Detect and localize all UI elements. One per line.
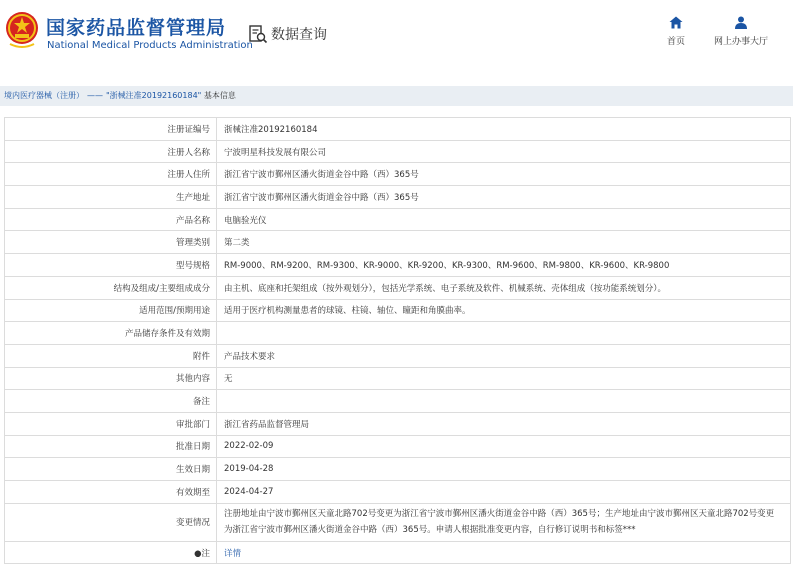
table-row — [5, 231, 791, 254]
nav-online-office[interactable] — [708, 16, 774, 47]
field-label: 批准日期 — [5, 435, 217, 458]
section-title: 数据查询 — [271, 27, 327, 43]
nav-home[interactable] — [660, 16, 692, 47]
table-row — [5, 412, 791, 435]
field-label: 生产地址 — [5, 186, 217, 209]
table-row — [5, 344, 791, 367]
field-label: 备注 — [5, 390, 217, 413]
note-label: ●注 — [5, 541, 217, 564]
registration-detail-table — [4, 117, 791, 564]
field-value: 2019-04-28 — [217, 458, 791, 481]
table-row — [5, 118, 791, 141]
field-value: 2024-04-27 — [217, 481, 791, 504]
field-label: 结构及组成/主要组成成分 — [5, 276, 217, 299]
field-label: 变更情况 — [5, 503, 217, 541]
field-value: 宁波明星科技发展有限公司 — [217, 140, 791, 163]
table-row — [5, 322, 791, 345]
field-value — [217, 390, 791, 413]
details-link[interactable]: 详情 — [224, 548, 242, 559]
field-value: 适用于医疗机构测量患者的球镜、柱镜、轴位、瞳距和角膜曲率。 — [217, 299, 791, 322]
table-row — [5, 435, 791, 458]
table-row — [5, 140, 791, 163]
field-value: 产品技术要求 — [217, 344, 791, 367]
field-label: 管理类别 — [5, 231, 217, 254]
field-label: 产品储存条件及有效期 — [5, 322, 217, 345]
field-value: RM-9000、RM-9200、RM-9300、KR-9000、KR-9200、KR-9300、RM-9600、RM-9800、KR-9600、KR-9800 — [217, 254, 791, 277]
field-label: 其他内容 — [5, 367, 217, 390]
nav-online-office-label: 网上办事大厅 — [713, 37, 768, 47]
field-value: 2022-02-09 — [217, 435, 791, 458]
field-value: 无 — [217, 367, 791, 390]
breadcrumb-root[interactable]: 境内医疗器械（注册） — [4, 91, 84, 100]
table-row — [5, 503, 791, 541]
field-label: 注册人名称 — [5, 140, 217, 163]
field-value: 浙江省宁波市鄞州区潘火街道金谷中路（西）365号 — [217, 186, 791, 209]
field-value: 由主机、底座和托架组成（按外观划分），包括光学系统、电子系统及软件、机械系统、壳体组成（按功能系统划分）。 — [217, 276, 791, 299]
breadcrumb — [0, 86, 793, 106]
field-value — [217, 322, 791, 345]
field-value: 浙江省宁波市鄞州区潘火街道金谷中路（西）365号 — [217, 163, 791, 186]
field-value — [217, 541, 791, 564]
table-row — [5, 458, 791, 481]
table-row — [5, 276, 791, 299]
field-label: 附件 — [5, 344, 217, 367]
field-label: 适用范围/预期用途 — [5, 299, 217, 322]
national-emblem-icon — [4, 10, 40, 50]
field-label: 产品名称 — [5, 208, 217, 231]
field-label: 型号规格 — [5, 254, 217, 277]
table-row — [5, 481, 791, 504]
field-label: 有效期至 — [5, 481, 217, 504]
breadcrumb-item[interactable]: "浙械注准20192160184" — [106, 91, 202, 100]
breadcrumb-page: 基本信息 — [203, 91, 236, 100]
table-row — [5, 254, 791, 277]
field-value: 电脑验光仪 — [217, 208, 791, 231]
field-label: 注册证编号 — [5, 118, 217, 141]
table-row — [5, 163, 791, 186]
data-query-icon — [248, 24, 268, 44]
table-row — [5, 390, 791, 413]
table-row — [5, 541, 791, 564]
site-header — [0, 0, 793, 68]
field-value: 注册地址由宁波市鄞州区天童北路702号变更为浙江省宁波市鄞州区潘火街道金谷中路（西）365号；生产地址由宁波市鄞州区天童北路702号变更为浙江省宁波市鄞州区潘火街道金谷中路（西）365号。申请人根据批准变更内容，自行修订说明书和标签*** — [217, 503, 791, 541]
home-icon — [669, 16, 683, 29]
user-icon — [734, 16, 748, 29]
table-row — [5, 208, 791, 231]
field-value: 浙江省药品监督管理局 — [217, 412, 791, 435]
field-label: 生效日期 — [5, 458, 217, 481]
breadcrumb-separator: —— — [87, 91, 103, 100]
org-name-en: National Medical Products Administration — [47, 40, 253, 51]
field-value: 第二类 — [217, 231, 791, 254]
field-label: 注册人住所 — [5, 163, 217, 186]
table-row — [5, 299, 791, 322]
field-value: 浙械注准20192160184 — [217, 118, 791, 141]
table-row — [5, 186, 791, 209]
nav-home-label: 首页 — [666, 37, 685, 47]
org-name-cn: 国家药品监督管理局 — [46, 17, 227, 39]
field-label: 审批部门 — [5, 412, 217, 435]
table-row — [5, 367, 791, 390]
